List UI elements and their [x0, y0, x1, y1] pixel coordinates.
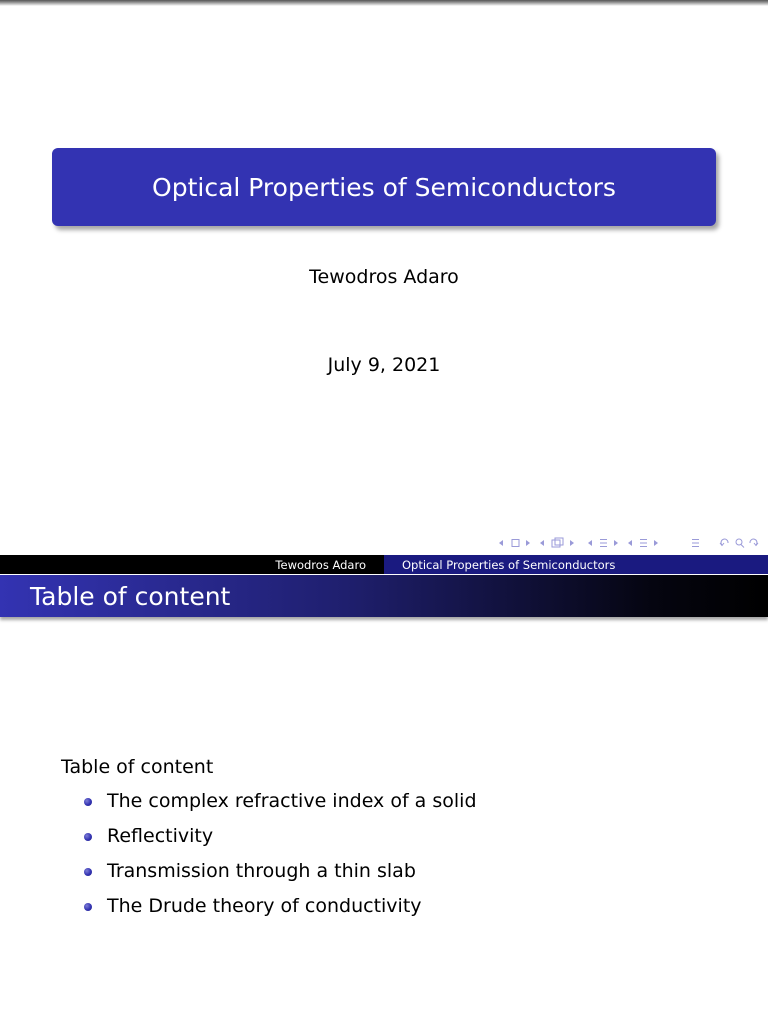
footline-title: Optical Properties of Semiconductors — [402, 557, 616, 572]
list-item-text: Transmission through a thin slab — [107, 860, 416, 882]
list-item-text: The Drude theory of conductivity — [107, 895, 422, 917]
bullet-icon — [84, 903, 92, 911]
top-edge-shadow — [0, 0, 768, 6]
frame-title: Table of content — [30, 581, 231, 611]
list-item-text: The complex refractive index of a solid — [107, 790, 477, 812]
list-item — [84, 825, 477, 860]
list-item — [84, 790, 477, 825]
toc-list — [84, 790, 477, 930]
footline-author-panel — [0, 555, 384, 574]
frame-title-bar — [0, 575, 768, 617]
bullet-icon — [84, 868, 92, 876]
footline-title-panel — [384, 555, 768, 574]
presentation-title: Optical Properties of Semiconductors — [152, 172, 616, 202]
list-item — [84, 860, 477, 895]
list-item-text: Reflectivity — [107, 825, 214, 847]
list-item — [84, 895, 477, 930]
nav-symbols-icon[interactable] — [496, 536, 766, 550]
footline — [0, 555, 768, 574]
beamer-navigation-symbols[interactable] — [496, 536, 766, 550]
footline-author: Tewodros Adaro — [275, 557, 366, 572]
presentation-date: July 9, 2021 — [327, 354, 441, 376]
toc-heading: Table of content — [61, 756, 214, 778]
author-name: Tewodros Adaro — [309, 266, 459, 288]
title-box — [52, 148, 716, 226]
bullet-icon — [84, 798, 92, 806]
bullet-icon — [84, 833, 92, 841]
